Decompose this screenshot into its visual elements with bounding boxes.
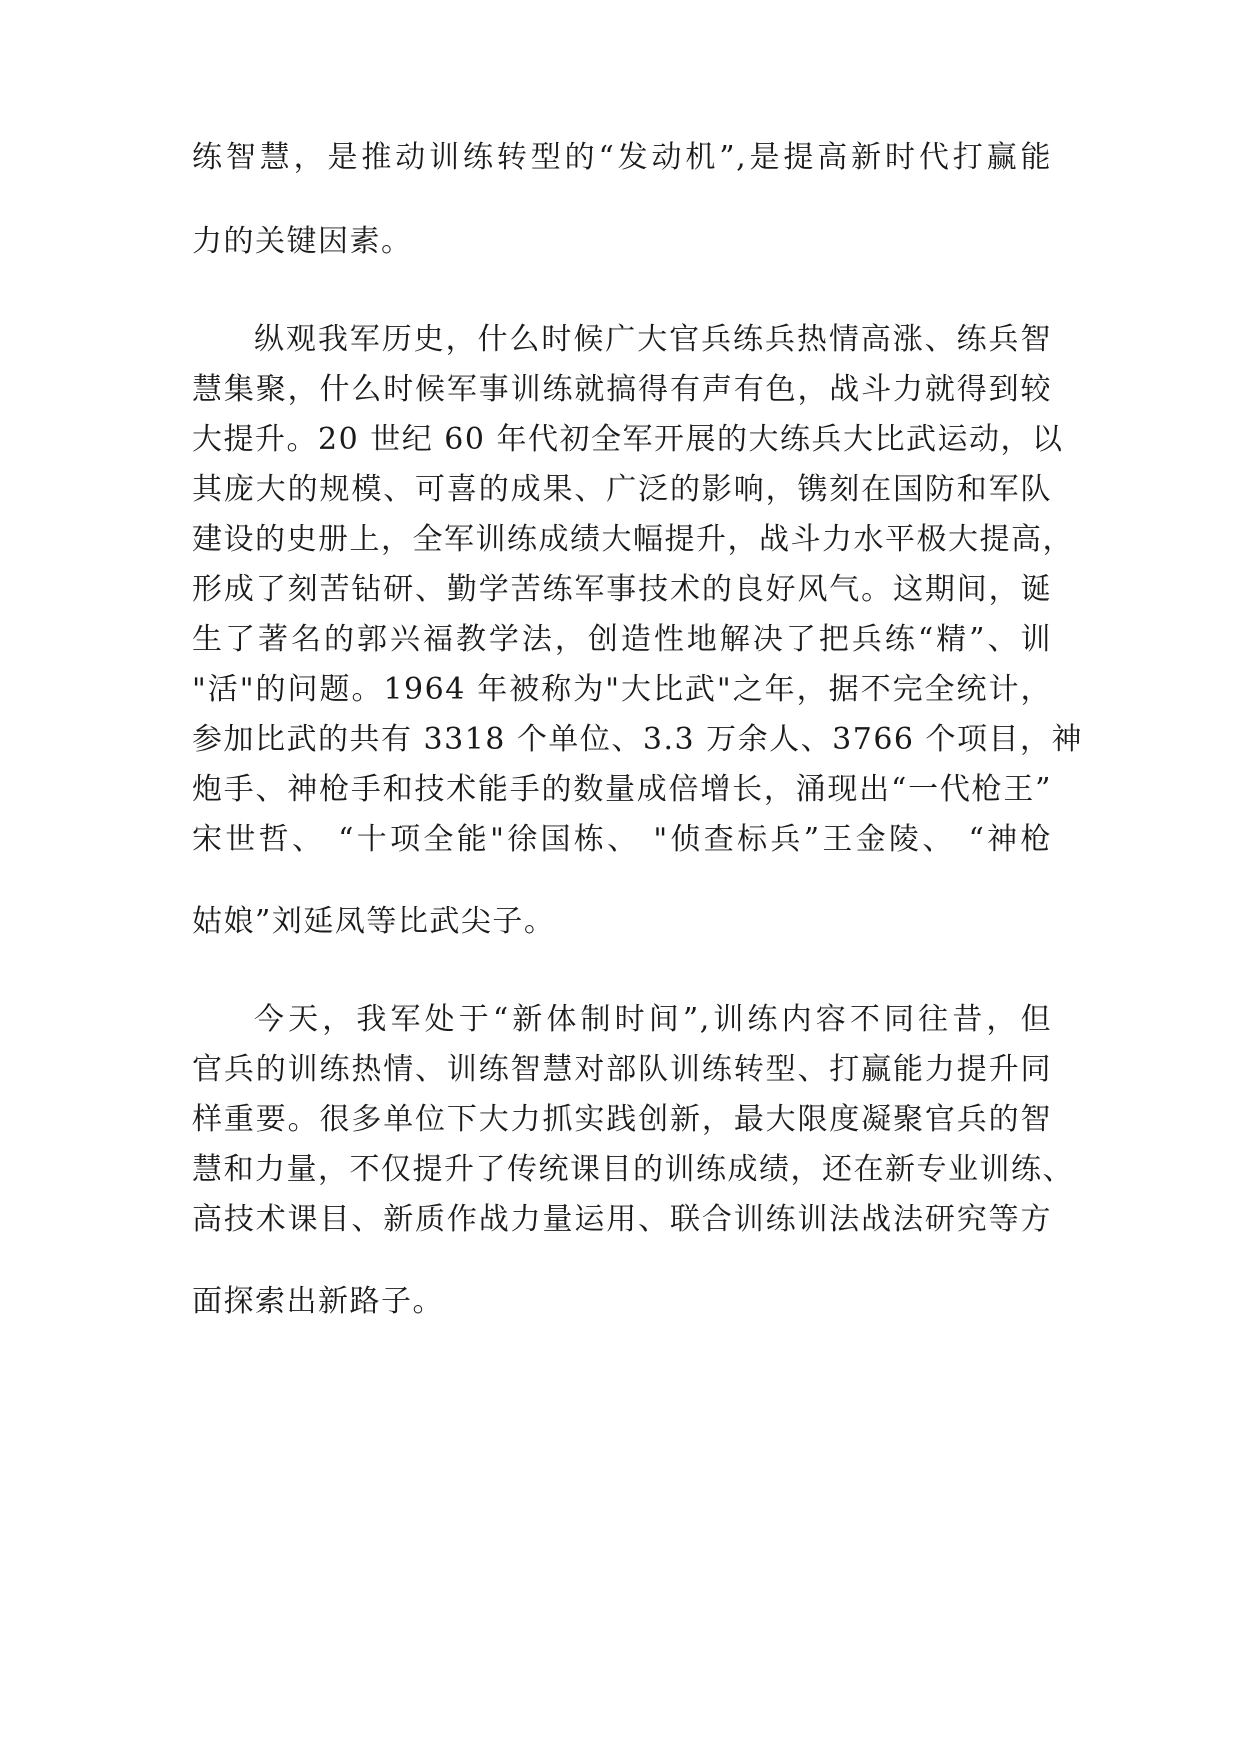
paragraph-2-line-2: 慧集聚，什么时候军事训练就搞得有声有色，战斗力就得到较 (192, 372, 1052, 407)
paragraph-3-line-1: 今天，我军处于“新体制时间”,训练内容不同往昔，但 (254, 1002, 1052, 1037)
paragraph-3-line-3: 样重要。很多单位下大力抓实践创新，最大限度凝聚官兵的智 (192, 1102, 1052, 1137)
paragraph-3-line-4: 慧和力量，不仅提升了传统课目的训练成绩，还在新专业训练、 (192, 1152, 1074, 1187)
paragraph-2-line-7: 生了著名的郭兴福教学法，创造性地解决了把兵练“精”、训 (192, 622, 1052, 657)
paragraph-3-line-6: 面探索出新路子。 (192, 1284, 444, 1319)
paragraph-3-line-5: 高技术课目、新质作战力量运用、联合训练训法战法研究等方 (192, 1202, 1052, 1237)
paragraph-2-line-10: 炮手、神枪手和技术能手的数量成倍增长，涌现出“一代枪王” (192, 772, 1052, 807)
paragraph-2-line-8: "活"的问题。1964 年被称为"大比武"之年，据不完全统计， (192, 672, 1052, 707)
paragraph-2-line-3: 大提升。20 世纪 60 年代初全军开展的大练兵大比武运动，以 (192, 422, 1064, 457)
paragraph-2-line-4: 其庞大的规模、可喜的成果、广泛的影响，镌刻在国防和军队 (192, 472, 1052, 507)
paragraph-2-line-9: 参加比武的共有 3318 个单位、3.3 万余人、3766 个项目，神 (192, 722, 1084, 757)
paragraph-1-line-2: 力的关键因素。 (192, 224, 413, 259)
paragraph-2-line-11: 宋世哲、 “十项全能"徐国栋、 "侦查标兵”王金陵、 “神枪 (192, 822, 1052, 857)
paragraph-1-line-1: 练智慧，是推动训练转型的“发动机”,是提高新时代打赢能 (192, 140, 1052, 175)
paragraph-3-line-2: 官兵的训练热情、训练智慧对部队训练转型、打赢能力提升同 (192, 1052, 1052, 1087)
paragraph-2-line-12: 姑娘”刘延凤等比武尖子。 (192, 904, 556, 939)
paragraph-2-line-1: 纵观我军历史，什么时候广大官兵练兵热情高涨、练兵智 (254, 322, 1052, 357)
paragraph-2-line-5: 建设的史册上，全军训练成绩大幅提升，战斗力水平极大提高， (192, 522, 1074, 557)
paragraph-2-line-6: 形成了刻苦钻研、勤学苦练军事技术的良好风气。这期间，诞 (192, 572, 1052, 607)
